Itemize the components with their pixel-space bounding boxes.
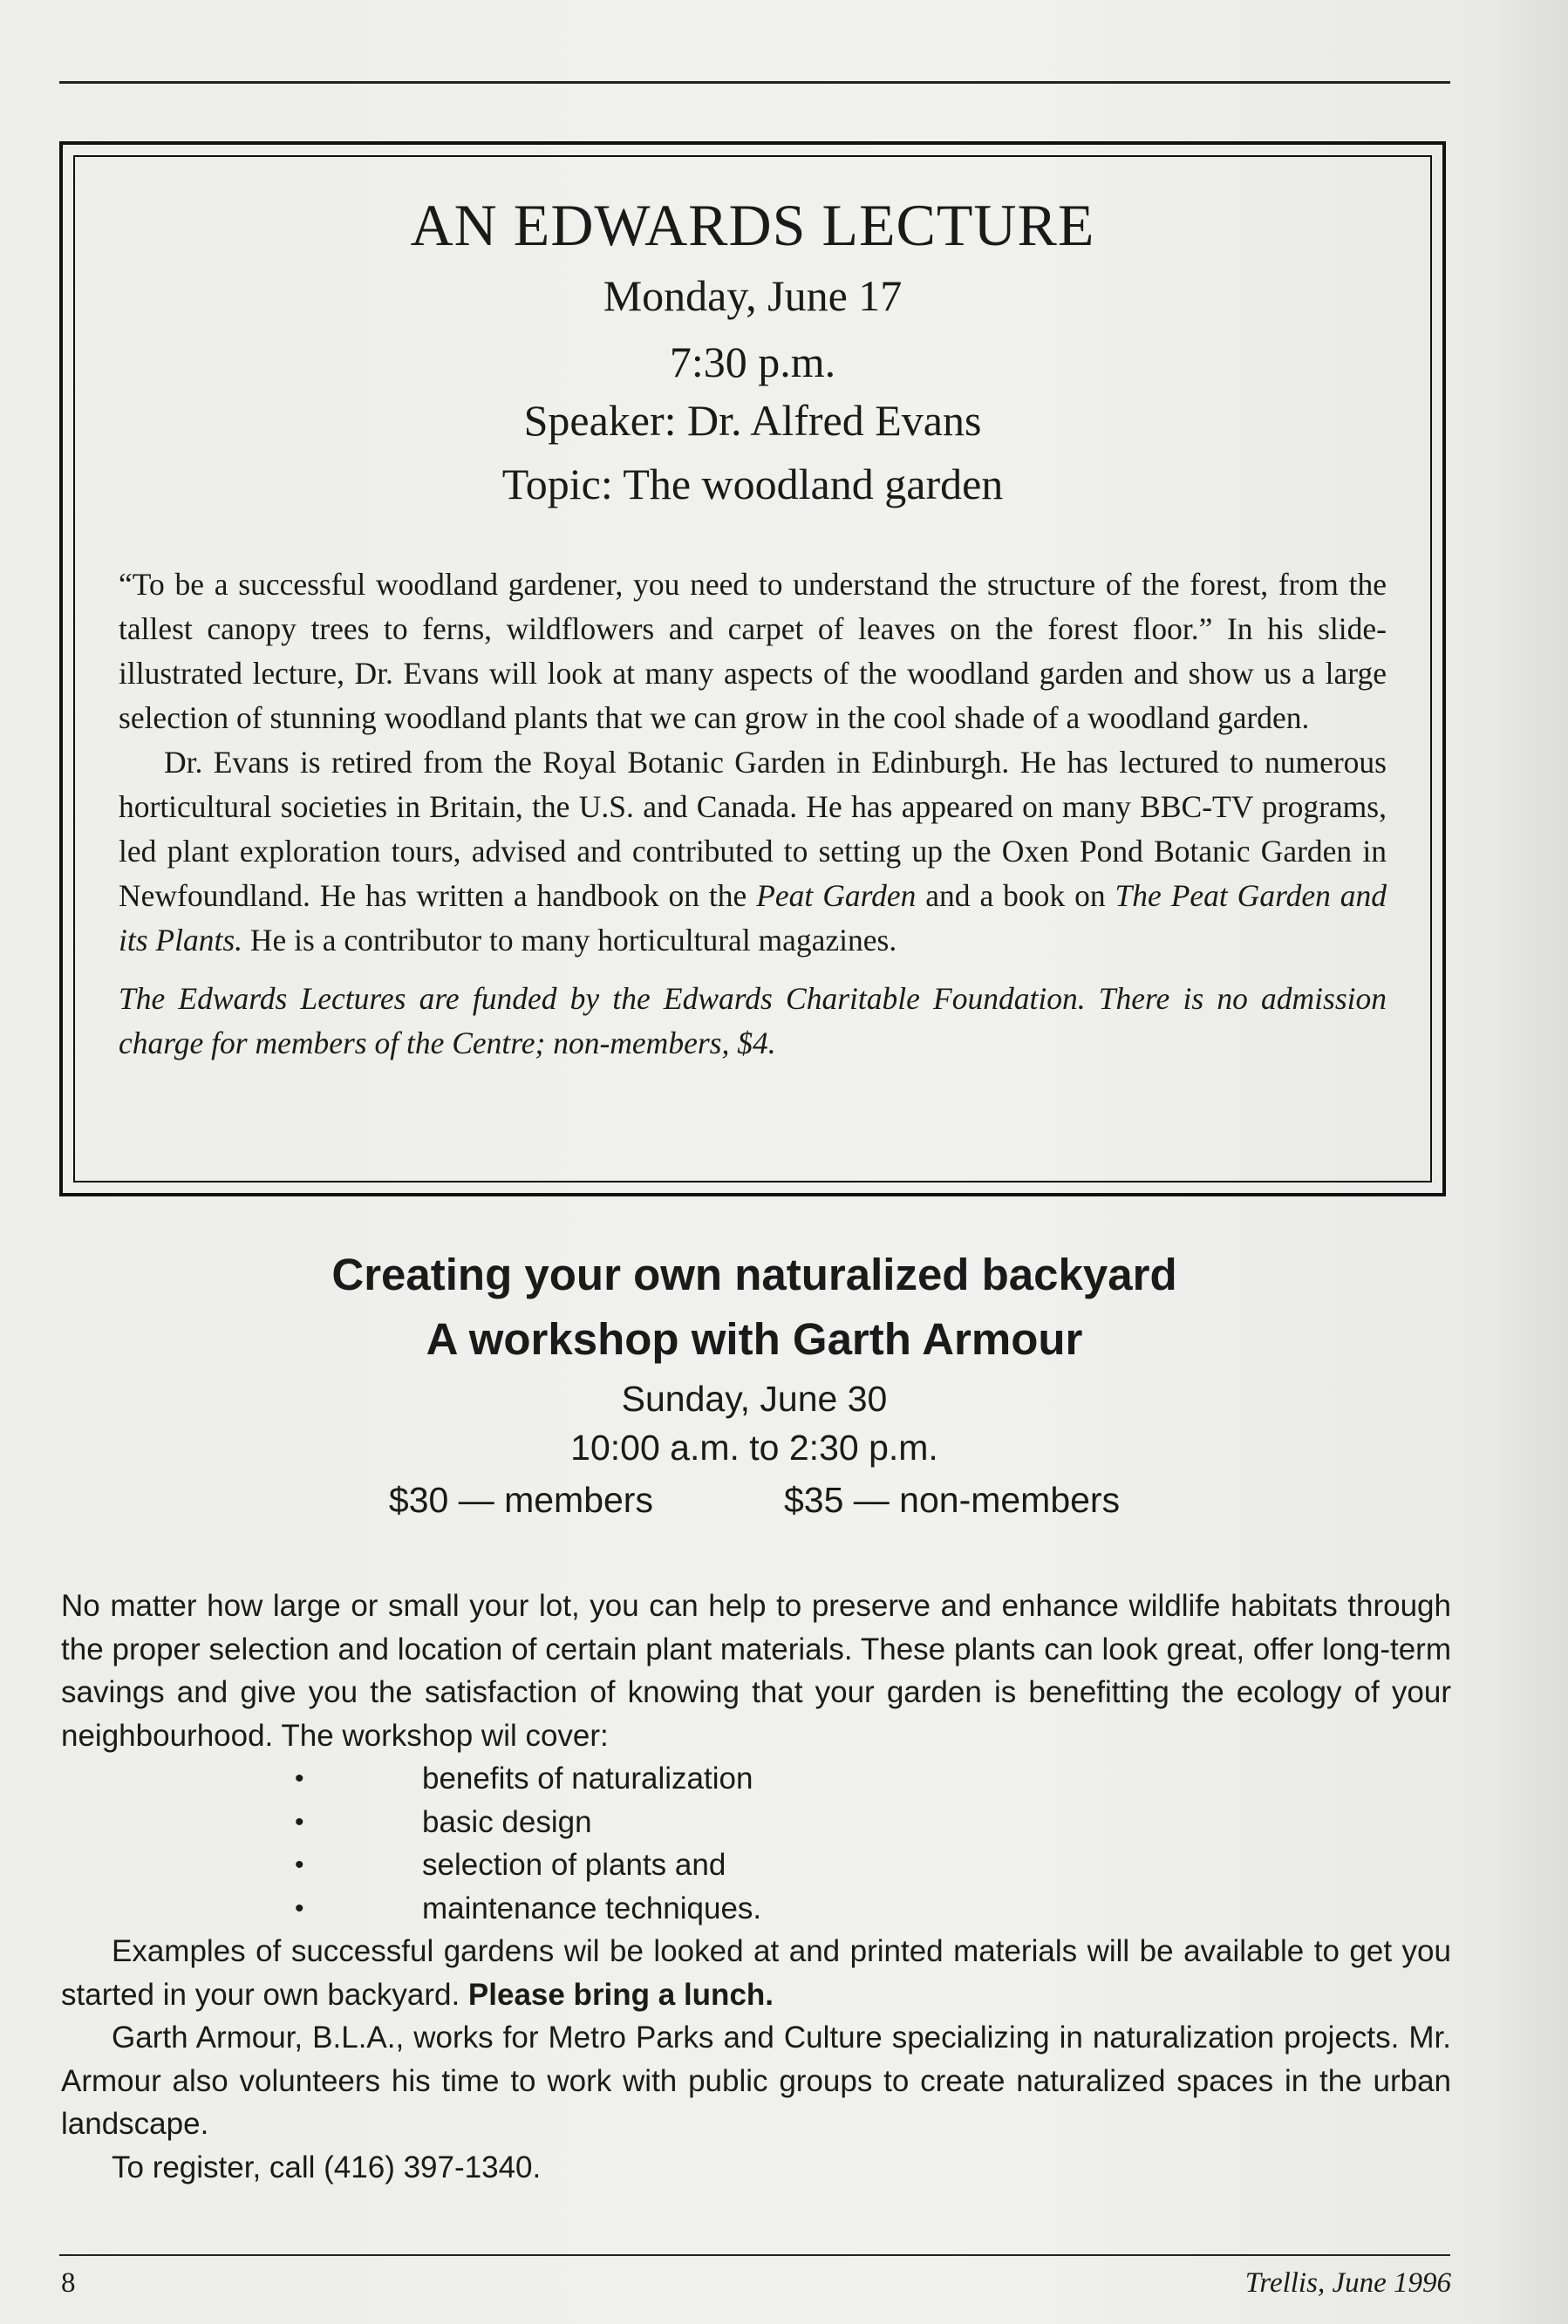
- bottom-rule: [59, 2254, 1450, 2256]
- lecture-date: Monday, June 17: [603, 271, 903, 320]
- workshop-body: [61, 1585, 1451, 2189]
- bio-text-c: He is a contributor to many horticultural magazines.: [242, 923, 897, 958]
- list-item: • selection of plants and: [61, 1844, 1451, 1887]
- workshop-time: 10:00 a.m. to 2:30 p.m.: [570, 1428, 938, 1468]
- lecture-body: [119, 562, 1387, 1066]
- bullet-icon: •: [295, 1764, 304, 1793]
- lecture-title: AN EDWARDS LECTURE: [410, 192, 1095, 258]
- workshop-registration: To register, call (416) 397-1340.: [112, 2150, 542, 2184]
- lecture-funding-note: The Edwards Lectures are funded by the Edwards Charitable Foundation. There is no admission charge for members of the Centre; non-members, $4.: [119, 981, 1387, 1060]
- lecture-time: 7:30 p.m.: [669, 337, 836, 386]
- bullet-icon: •: [295, 1807, 304, 1837]
- bio-text-a: Dr. Evans is retired from the Royal Botanic Garden in Edinburgh. He has lectured to numerous horticultural societies in Britain, the U.S. and Canada. He has appeared on many BBC-TV programs, led plant exploration tours, advised and contributed to setting up the Oxen Pond Botanic Garden in Newfoundland. He has written a handbook on the: [119, 745, 1387, 913]
- bullet-icon: •: [295, 1893, 304, 1923]
- publication-footer: Trellis, June 1996: [1244, 2267, 1451, 2299]
- lecture-paragraph-bio: [119, 740, 1387, 963]
- list-item: • basic design: [61, 1801, 1451, 1844]
- workshop-instructor-bio: Garth Armour, B.L.A., works for Metro Parks and Culture specializing in naturalization projects. Mr. Armour also volunteers his time to work with public groups to create naturalized spaces in the urban landscape.: [61, 2021, 1451, 2141]
- workshop-title: Creating your own naturalized backyard: [331, 1250, 1177, 1299]
- bullet-icon: •: [295, 1850, 304, 1879]
- list-item: • benefits of naturalization: [61, 1757, 1451, 1801]
- workshop-date: Sunday, June 30: [621, 1379, 888, 1419]
- book-title-peat-garden-plants: The Peat Garden and its Plants.: [119, 878, 1387, 958]
- workshop-intro: No matter how large or small your lot, you can help to preserve and enhance wildlife habitats through the proper selection and location of certain plant materials. These plants can look great, offer long-term savings and give you the satisfaction of knowing that your garden is benefitting the ecology of your neighbourhood. The workshop wil cover:: [61, 1589, 1451, 1753]
- top-rule: [59, 81, 1450, 84]
- lecture-topic: Topic: The woodland garden: [501, 460, 1004, 508]
- workshop-prices: [0, 1482, 1509, 1518]
- price-members: $30 — members: [388, 1480, 653, 1520]
- bring-lunch-note: Please bring a lunch.: [467, 1977, 774, 2012]
- workshop-topics-list: [61, 1757, 1451, 1930]
- book-title-peat-garden: Peat Garden: [756, 878, 917, 913]
- lecture-paragraph-quote: “To be a successful woodland gardener, you need to understand the structure of the forest, from the tallest canopy trees to ferns, wildflowers and carpet of leaves on the forest floor.” In his slide-illustrated lecture, Dr. Evans will look at many aspects of the woodland garden and show us a large selection of stunning woodland plants that we can grow in the cool shade of a woodland garden.: [119, 567, 1387, 735]
- bio-text-b: and a book on: [916, 878, 1115, 913]
- workshop-subtitle: A workshop with Garth Armour: [426, 1314, 1083, 1364]
- lecture-box-inner: [73, 155, 1432, 1182]
- lecture-speaker: Speaker: Dr. Alfred Evans: [523, 396, 982, 445]
- list-item: • maintenance techniques.: [61, 1887, 1451, 1931]
- workshop-examples: Examples of successful gardens wil be looked at and printed materials will be available to get you started in your own backyard. Please bring a lunch.: [61, 1934, 1451, 2012]
- price-non-members: $35 — non-members: [783, 1480, 1121, 1520]
- page-number: 8: [61, 2267, 76, 2299]
- lecture-box: [59, 141, 1446, 1196]
